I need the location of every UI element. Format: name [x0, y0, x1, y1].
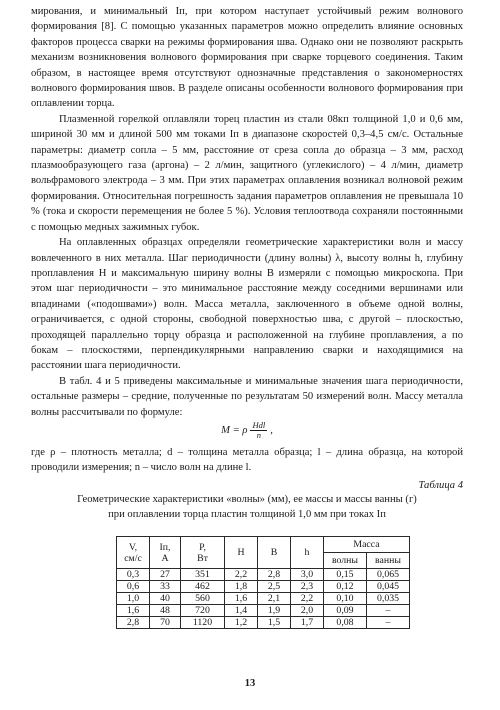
- table-cell: 0,6: [117, 581, 150, 593]
- table-row: [117, 617, 410, 629]
- table-cell: 2,2: [225, 569, 258, 581]
- table-cell: 1,4: [225, 605, 258, 617]
- table-cell: 0,12: [324, 581, 367, 593]
- header-speed: [117, 537, 150, 569]
- table-cell: 1,8: [225, 581, 258, 593]
- table-cell: 0,045: [367, 581, 410, 593]
- formula-denominator: n: [256, 429, 261, 440]
- header-mass-wave: волны: [324, 553, 367, 569]
- header-current-unit: А: [161, 552, 169, 564]
- table-cell: 3,0: [291, 569, 324, 581]
- formula-tail: ,: [270, 424, 273, 436]
- header-speed-symbol: V,: [128, 541, 138, 553]
- table-cell: –: [367, 617, 410, 629]
- formula-lhs: M = ρ: [221, 424, 248, 436]
- table-label: Таблица 4: [418, 479, 463, 491]
- table-cell: 0,10: [324, 593, 367, 605]
- table-cell: 1120: [181, 617, 225, 629]
- table-row: [117, 569, 410, 581]
- body-text: [31, 4, 463, 522]
- table-row: [117, 605, 410, 617]
- table-cell: 70: [150, 617, 181, 629]
- table-cell: 0,3: [117, 569, 150, 581]
- header-power: [181, 537, 225, 569]
- table-container: [116, 536, 410, 629]
- header-depth: H: [225, 537, 258, 569]
- formula-numerator: Hdl: [252, 419, 266, 430]
- table-cell: 2,5: [258, 581, 291, 593]
- header-current: [150, 537, 181, 569]
- header-speed-unit: см/с: [124, 552, 142, 564]
- table-cell: 462: [181, 581, 225, 593]
- table-cell: 1,9: [258, 605, 291, 617]
- table-cell: 2,8: [258, 569, 291, 581]
- table-caption-line-1: Геометрические характеристики «волны» (мм), ее массы и массы ванны (г): [77, 494, 417, 506]
- table-cell: 40: [150, 593, 181, 605]
- table-cell: 351: [181, 569, 225, 581]
- header-mass: Масса: [324, 537, 410, 553]
- header-power-unit: Вт: [197, 552, 208, 564]
- table-cell: 2,2: [291, 593, 324, 605]
- table-cell: 1,2: [225, 617, 258, 629]
- paragraph-2: Плазменной горелкой оплавляли торец пластин из стали 08кп толщиной 1,0 и 0,6 мм, шириной 30 мм и длиной 500 мм токами Iп в диапазоне скоростей 0,3–4,5 см/с. Остальные параметры: диаметр сопла – 5 мм, расстояние от среза сопла до образца – 3 мм, расход плазмообразующего газа (аргона) – 2 л/мин, защитного (углекислого) – 4 л/мин, диаметр вольфрамового электрода – 3 мм. При этих параметрах оплавления возникал волновой режим формирования. Относительная погрешность задания параметров оплавления не превышала 10 % (тока и скорости перемещения не более 5 %). Условия теплоотвода сохраняли постоянными с помощью медных зажимных губок.: [31, 113, 463, 233]
- table-cell: 27: [150, 569, 181, 581]
- table-cell: 1,6: [117, 605, 150, 617]
- table-cell: 2,1: [258, 593, 291, 605]
- table-caption-line-2: при оплавлении торца пластин толщиной 1,0 мм при токах Iп: [108, 508, 386, 520]
- table-cell: 33: [150, 581, 181, 593]
- table-cell: 0,08: [324, 617, 367, 629]
- table-cell: 0,09: [324, 605, 367, 617]
- data-table: [116, 536, 410, 629]
- paragraph-1: мирования, и минимальный Iп, при котором наступает устойчивый режим волнового формирования [8]. С помощью указанных параметров можно определить влияние основных факторов процесса сварки на режимы формирования шва. Однако они не позволяют раскрыть механизм возникновения волнового формирования при сварке торцевого соединения. Таким образом, в настоящее время отсутствуют однозначные представления о закономерностях волнового формирования швов. В разделе описаны особенности волнового формирования при оплавлении торца.: [31, 6, 463, 110]
- table-cell: 0,035: [367, 593, 410, 605]
- table-cell: 1,5: [258, 617, 291, 629]
- paragraph-3: На оплавленных образцах определяли геометрические характеристики волн и массу вовлеченного в них металла. Шаг периодичности (длину волны) λ, высоту волны h, глубину проплавления H и максимальную ширину волны B измеряли с помощью микроскопа. При этом шаг периодичности – это минимальное расстояние между соседними вершинами или впадинами («подошвами») волн. Масса металла, заключенного в объеме одной волны, ограничивается, с одной стороны, свободной поверхностью шва, с другой – плоскостью, проходящей параллельно торцу образца и расположенной на глубине проплавления, а по бокам – плоскостями, перпендикулярными направлению сварки и находящимися на расстоянии шага периодичности.: [31, 237, 463, 372]
- header-width: B: [258, 537, 291, 569]
- table-cell: 1,0: [117, 593, 150, 605]
- header-current-symbol: Iп,: [159, 541, 171, 553]
- table-cell: 48: [150, 605, 181, 617]
- table-cell: –: [367, 605, 410, 617]
- table-cell: 0,065: [367, 569, 410, 581]
- table-cell: 1,7: [291, 617, 324, 629]
- table-cell: 720: [181, 605, 225, 617]
- table-cell: 2,3: [291, 581, 324, 593]
- table-cell: 560: [181, 593, 225, 605]
- header-power-symbol: P,: [199, 541, 206, 553]
- paragraph-4: В табл. 4 и 5 приведены максимальные и минимальные значения шага периодичности, остальные размеры – средние, полученные по результатам 50 измерений волн. Массу металла волны рассчитывали по формуле:: [31, 375, 463, 418]
- table-cell: 2,8: [117, 617, 150, 629]
- formula-fraction: [250, 421, 267, 440]
- header-height: h: [291, 537, 324, 569]
- table-cell: 2,0: [291, 605, 324, 617]
- mass-formula: [31, 421, 463, 445]
- table-cell: 1,6: [225, 593, 258, 605]
- page-number: 13: [244, 678, 256, 689]
- table-row: [117, 593, 410, 605]
- table-row: [117, 581, 410, 593]
- header-mass-bath: ванны: [367, 553, 410, 569]
- paragraph-5: где ρ – плотность металла; d – толщина металла образца; l – длина образца, на которой проводили измерения; n – число волн на длине l.: [31, 446, 463, 474]
- table-cell: 0,15: [324, 569, 367, 581]
